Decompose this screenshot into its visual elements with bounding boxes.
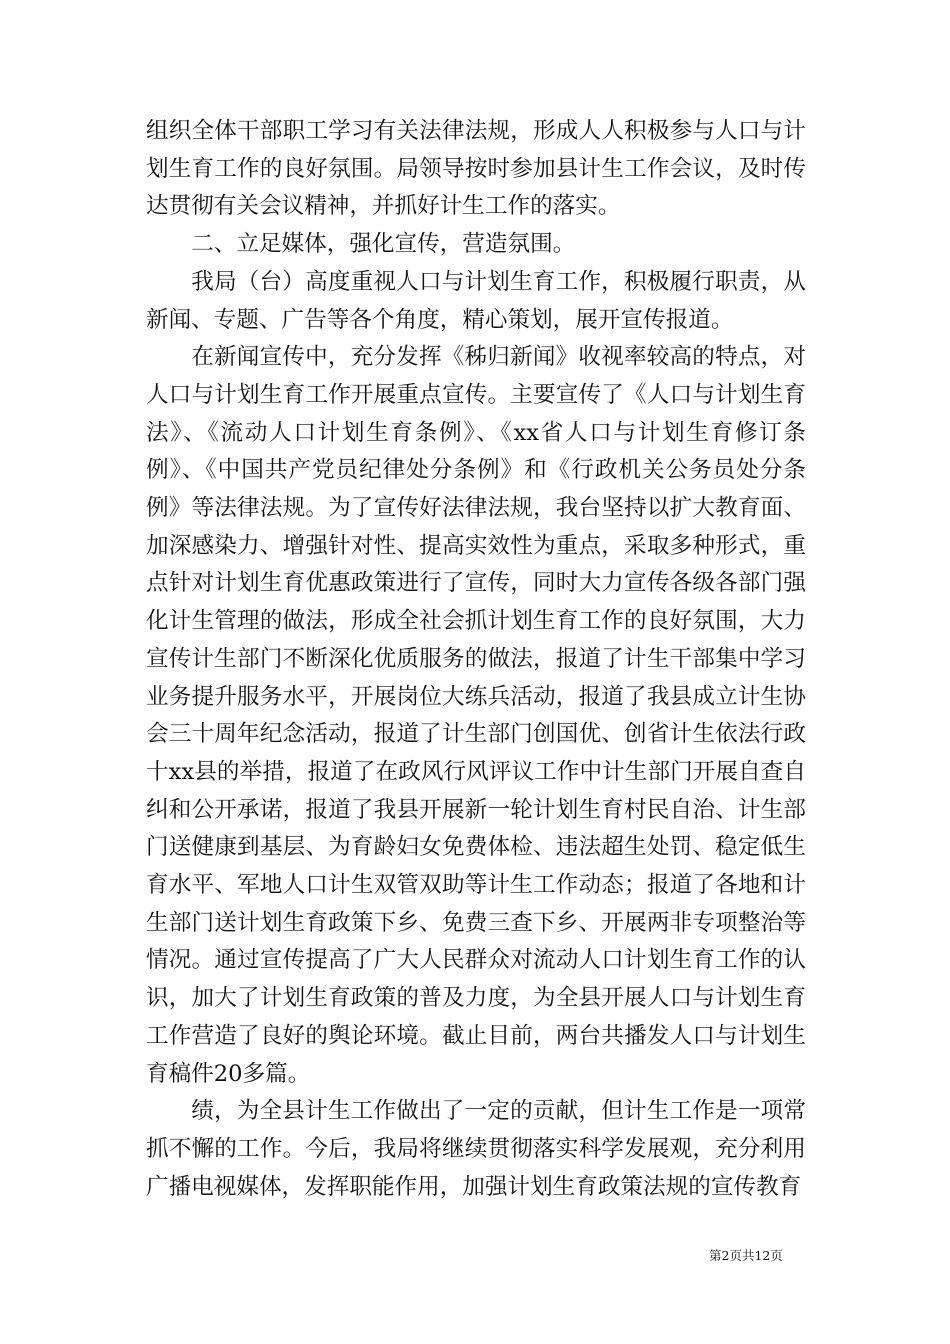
paragraph-1: 组织全体干部职工学习有关法律法规，形成人人积极参与人口与计划生育工作的良好氛围。局领导按时参加县计生工作会议，及时传达贯彻有关会议精神，并抓好计生工作的落实。 — [146, 118, 806, 220]
paragraph-3: 我局（台）高度重视人口与计划生育工作，积极履行职责，从新闻、专题、广告等各个角度，精心策划，展开宣传报道。 — [146, 268, 806, 333]
section-heading: 二、立足媒体，强化宣传，营造氛围。 — [191, 231, 576, 258]
paragraph-4: 在新闻宣传中，充分发挥《秭归新闻》收视率较高的特点，对人口与计划生育工作开展重点宣传。主要宣传了《人口与计划生育法》、《流动人口计划生育条例》、《xx省人口与计划生育修订条例》、《中国共产党员纪律处分条例》和《行政机关公务员处分条例》等法律法规。为了宣传好法律法规，我台坚持以扩大教育面、加深感染力、增强针对性、提高实效性为重点，采取多种形式，重点针对计划生育优惠政策进行了宣传，同时大力宣传各级各部门强化计生管理的做法，形成全社会抓计划生育工作的良好氛围，大力宣传计生部门不断深化优质服务的做法，报道了计生干部集中学习业务提升服务水平，开展岗位大练兵活动，报道了我县成立计生协会三十周年纪念活动，报道了计生部门创国优、创省计生依法行政十xx县的举措，报道了在政风行风评议工作中计生部门开展自查自纠和公开承诺，报道了我县开展新一轮计划生育村民自治、计生部门送健康到基层、为育龄妇女免费体检、违法超生处罚、稳定低生育水平、军地人口计生双管双助等计生工作动态；报道了各地和计生部门送计划生育政策下乡、免费三查下乡、开展两非专项整治等情况。通过宣传提高了广大人民群众对流动人口计划生育工作的认识，加大了计划生育政策的普及力度，为全县开展人口与计划生育工作营造了良好的舆论环境。截止目前，两台共播发人口与计划生育稿件20多篇。 — [146, 344, 806, 1087]
paragraph-5: 绩，为全县计生工作做出了一定的贡献，但计生工作是一项常抓不懈的工作。今后，我局将继续贯彻落实科学发展观，充分利用广播电视媒体，发挥职能作用，加强计划生育政策法规的宣传教育 — [146, 1098, 806, 1200]
page-number-footer: 第2页共12页 — [709, 1248, 783, 1263]
document-body — [146, 113, 806, 1206]
